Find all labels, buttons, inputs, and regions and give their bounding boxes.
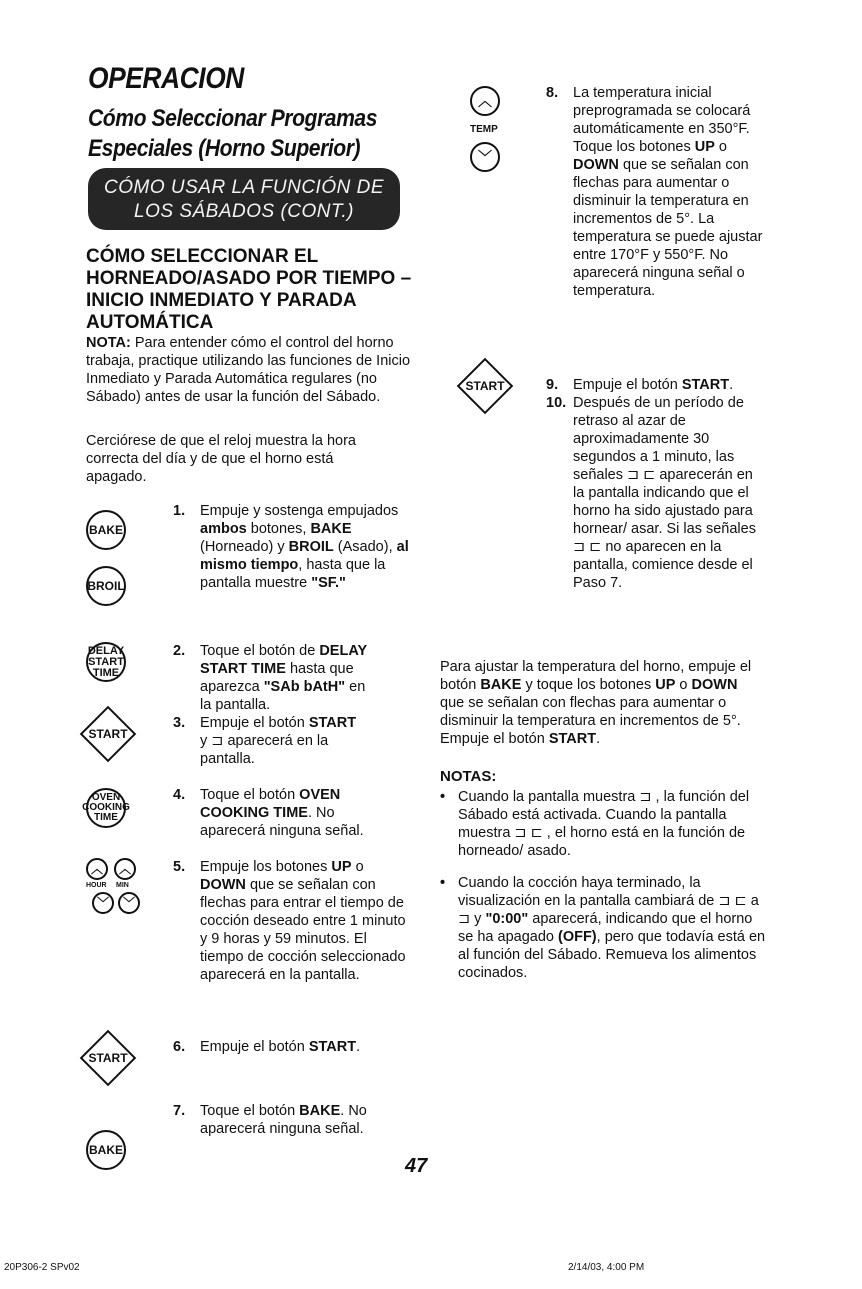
min-down-arrow-icon: ﹀ — [118, 892, 140, 914]
footer-right: 2/14/03, 4:00 PM — [568, 1262, 645, 1273]
section-banner — [88, 168, 400, 230]
banner-line2: LOS SÁBADOS (CONT.) — [134, 201, 354, 222]
hour-up-arrow-icon: ︿ — [86, 858, 108, 880]
nota-bullet-1: • Cuando la pantalla muestra ⊐ , la función del Sábado está activada. Cuando la pantalla muestra ⊐ ⊏ , el horno está en la función de horneado/ asado. — [440, 789, 750, 859]
min-up-arrow-icon: ︿ — [114, 858, 136, 880]
broil-button-icon: BROIL — [86, 566, 126, 606]
bake-button-icon-2: BAKE — [86, 1130, 126, 1170]
temp-up-arrow-icon: ︿ — [470, 86, 500, 116]
subheading: CÓMO SELECCIONAR EL HORNEADO/ASADO POR TIEMPO – INICIO INMEDIATO Y PARADA AUTOMÁTICA — [86, 246, 412, 333]
cerciorese-paragraph: Cerciórese de que el reloj muestra la hora correcta del día y de que el horno está apagado. — [86, 433, 356, 485]
step-8: 8. La temperatura inicial preprogramada se colocará automáticamente en 350°F. Toque los botones UP o DOWN que se señalan con flechas para aumentar o disminuir la temperatura en incrementos de 5°. La temperatura se puede ajustar entre 170°F y 550°F. No aparecerá ninguna señal o temperatura. — [546, 85, 763, 299]
page-title-line1: Cómo Seleccionar Programas — [88, 105, 378, 132]
nota-paragraph — [86, 334, 416, 406]
step-4: 4. Toque el botón OVEN COOKING TIME. No aparecerá ninguna señal. — [173, 787, 364, 839]
step-10: 10. Después de un período de retraso al azar de aproximadamente 30 segundos a 1 minuto, las señales ⊐ ⊏ aparecerán en la pantalla indicando que el horno ha sido ajustado para hornear/ asar. Si las señales ⊐ ⊏ no aparecen en la pantalla, comience desde el Paso 7. — [546, 395, 756, 591]
oven-cooking-time-button-icon: OVEN COOKING TIME — [86, 788, 126, 828]
ajustar-paragraph: Para ajustar la temperatura del horno, empuje el botón BAKE y toque los botones UP o DOWN que se señalan con flechas para aumentar o disminuir la temperatura en incrementos de 5°. Empuje el botón START. — [440, 659, 752, 747]
start-button-icon-3: START — [457, 358, 513, 414]
hour-down-arrow-icon: ﹀ — [92, 892, 114, 914]
start-button-icon: START — [80, 706, 136, 762]
step-9: 9. Empuje el botón START. — [546, 377, 734, 393]
step-5: 5. Empuje los botones UP o DOWN que se señalan con flechas para entrar el tiempo de cocción deseado entre 1 minuto y 9 horas y 59 minutos. El tiempo de cocción seleccionado aparecerá en la pantalla. — [173, 859, 406, 983]
nota-bullet-2: • Cuando la cocción haya terminado, la visualización en la pantalla cambiará de ⊐ ⊏ a ⊐ y "0:00" aparecerá, indicando que el horno se ha apagado (OFF), pero que todavía está en al función del Sábado. Remueva los alimentos cocinados. — [440, 875, 766, 981]
nota-text: Para entender cómo el control del horno trabaja, practique utilizando las funciones de Inicio Inmediato y Parada Automática regulares (no Sábado) antes de usar la función del Sábado. — [86, 335, 411, 405]
page-number: 47 — [405, 1155, 428, 1177]
min-label: MIN — [116, 882, 129, 889]
footer-left: 20P306-2 SPv02 — [4, 1262, 80, 1273]
delay-start-time-button-icon: DELAY START TIME — [86, 642, 126, 682]
step-6: 6. Empuje el botón START. — [173, 1039, 361, 1055]
bake-button-icon: BAKE — [86, 510, 126, 550]
start-button-icon-2: START — [80, 1030, 136, 1086]
hour-label: HOUR — [86, 882, 107, 889]
page-title-line2: Especiales (Horno Superior) — [88, 135, 361, 162]
step-3: 3. Empuje el botón START y ⊐ aparecerá en la pantalla. — [173, 715, 357, 767]
step-1: 1. Empuje y sostenga empujados ambos botones, BAKE (Horneado) y BROIL (Asado), al mismo tiempo, hasta que la pantalla muestre "SF." — [173, 503, 409, 591]
temp-label: TEMP — [470, 124, 498, 135]
step-7: 7. Toque el botón BAKE. No aparecerá ninguna señal. — [173, 1103, 367, 1137]
notas-label: NOTAS: — [440, 768, 497, 785]
banner-line1: CÓMO USAR LA FUNCIÓN DE — [104, 177, 384, 198]
nota-label: NOTA: — [86, 335, 131, 351]
section-title: OPERACION — [88, 62, 244, 95]
step-2: 2. Toque el botón de DELAY START TIME hasta que aparezca "SAb bAtH" en la pantalla. — [173, 643, 367, 713]
page-title — [88, 104, 377, 164]
temp-down-arrow-icon: ﹀ — [470, 142, 500, 172]
